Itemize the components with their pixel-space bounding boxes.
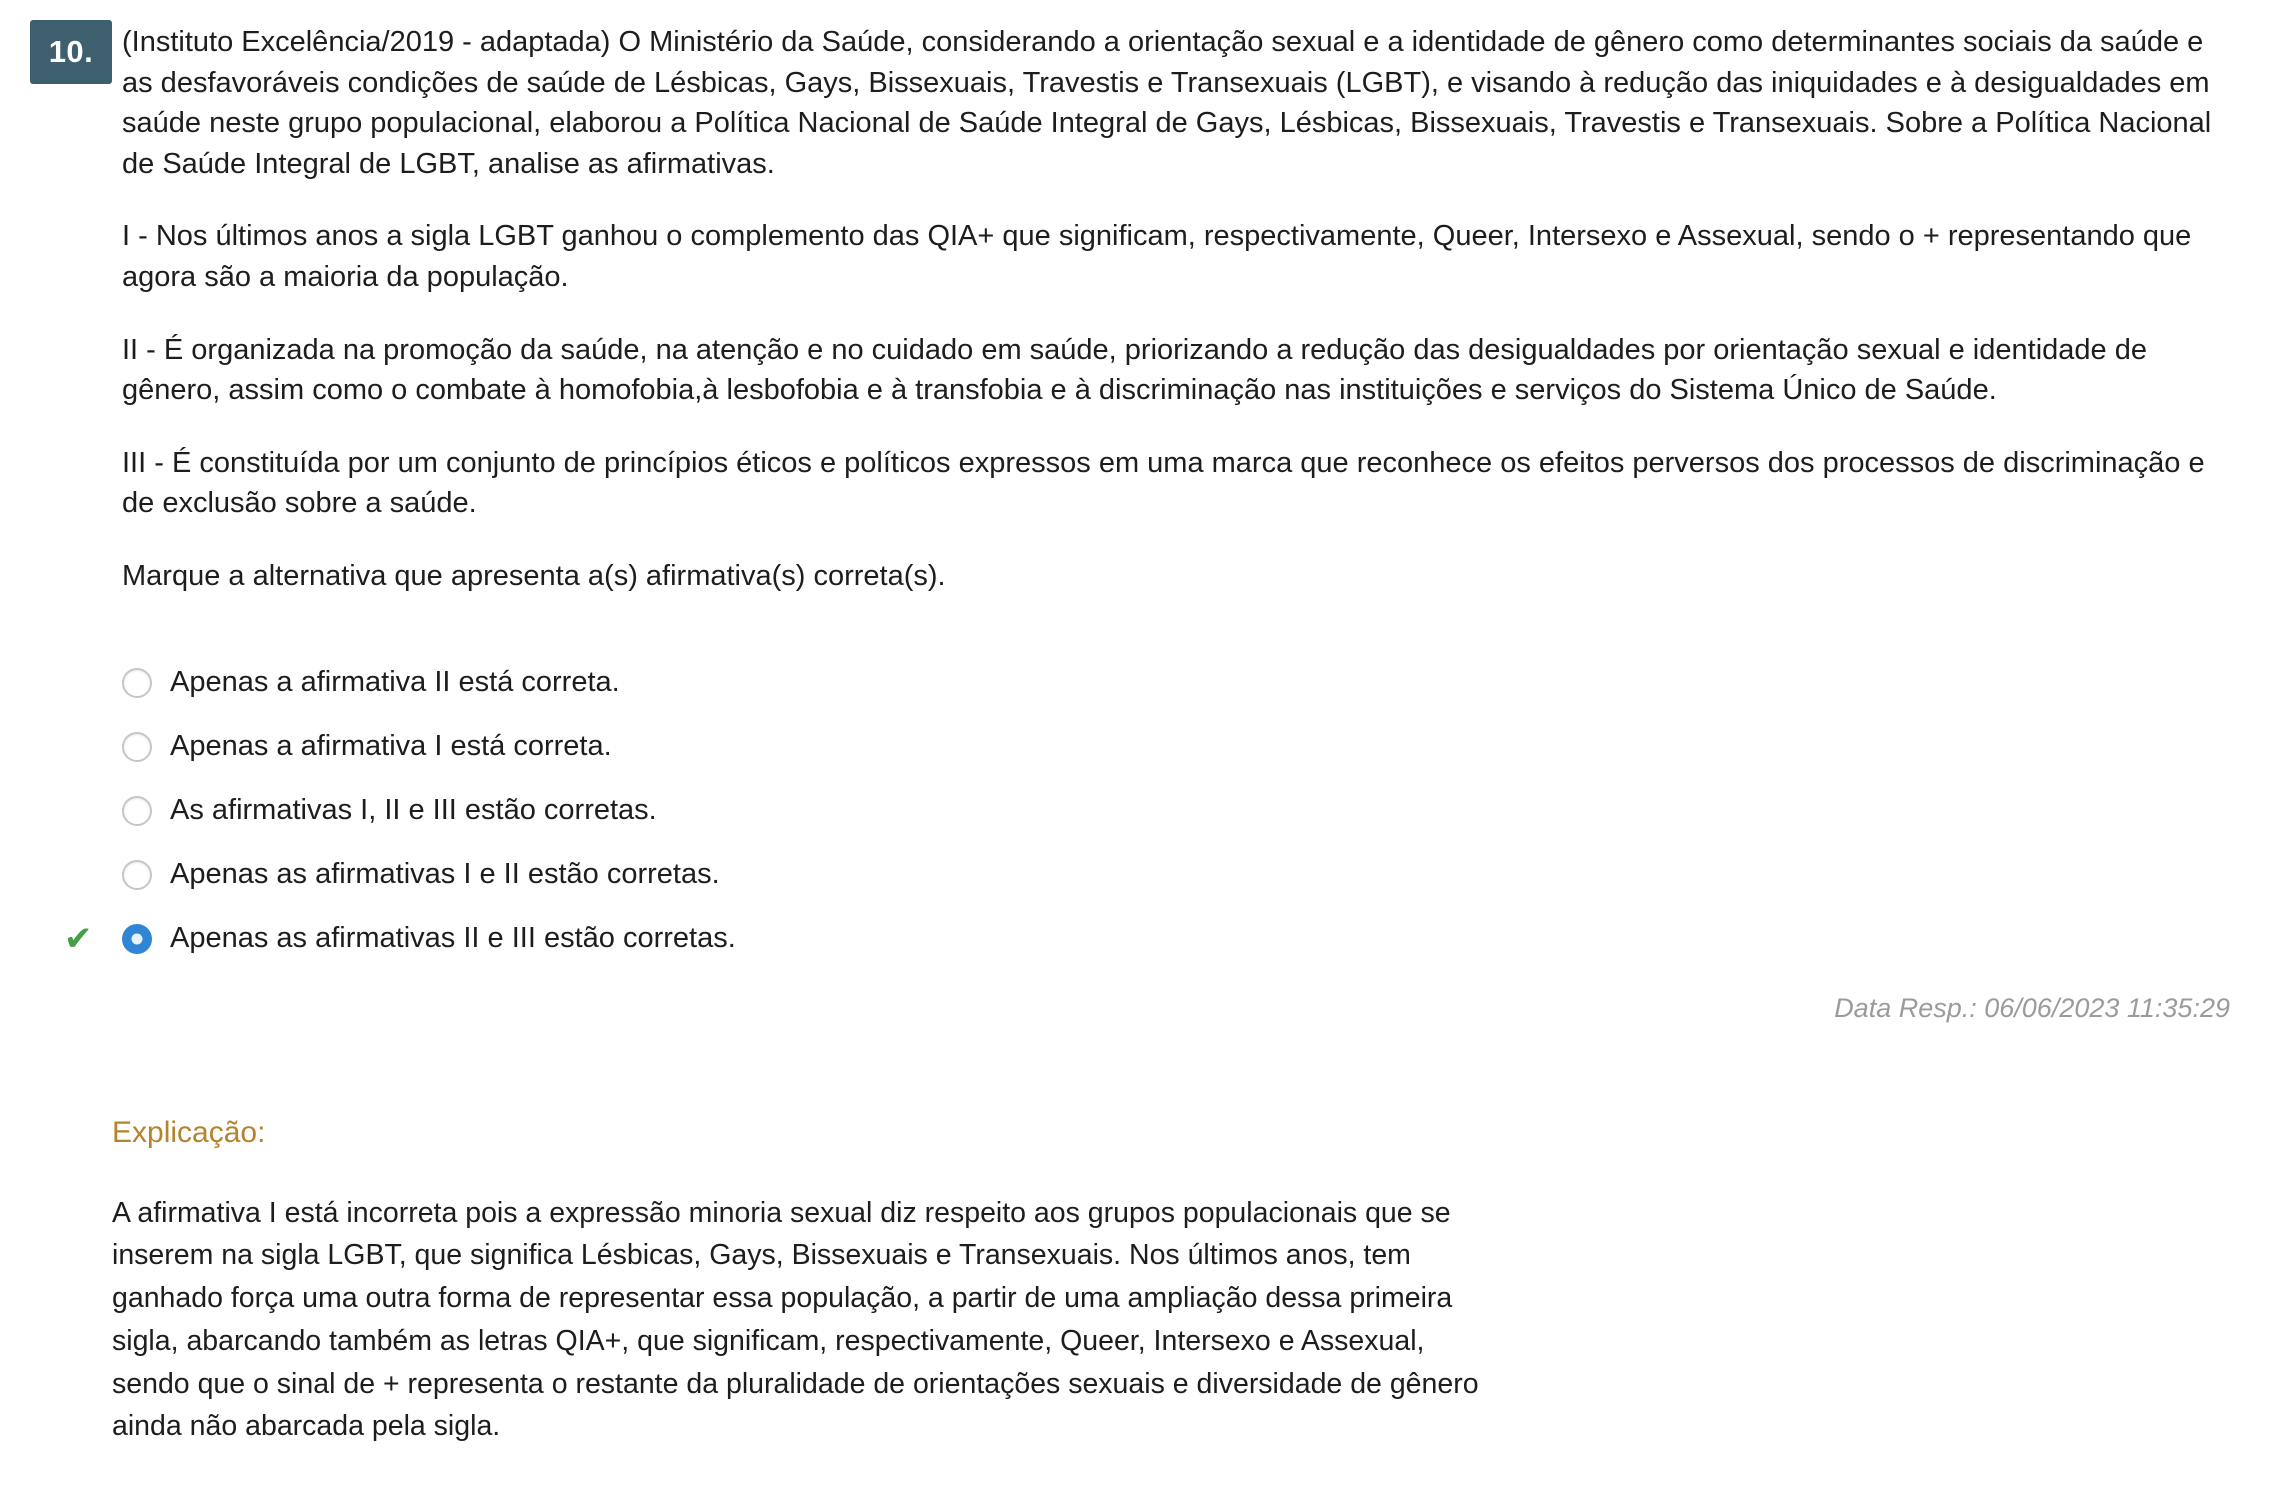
- answer-option-label: Apenas as afirmativas II e III estão corretas.: [170, 921, 736, 954]
- explanation-body: A afirmativa I está incorreta pois a expressão minoria sexual diz respeito aos grupos populacionais que se inserem na sigla LGBT, que significa Lésbicas, Gays, Bissexuais e Transexuais. Nos últimos anos, tem ganhado força uma outra forma de representar essa população, a partir de uma ampliação dessa primeira sigla, abarcando também as letras QIA+, que significam, respectivamente, Queer, Intersexo e Assexual, sendo que o sinal de + representa o restante da pluralidade de orientações sexuais e diversidade de gênero ainda não abarcada pela sigla.: [112, 1196, 1479, 1443]
- answer-option[interactable]: [122, 651, 2230, 715]
- answer-option[interactable]: [122, 779, 2230, 843]
- question-intro: (Instituto Excelência/2019 - adaptada) O Ministério da Saúde, considerando a orientação sexual e a identidade de gênero como determinantes sociais da saúde e as desfavoráveis condições de saúde de Lésbicas, Gays, Bissexuais, Travestis e Transexuais (LGBT), e visando à redução das iniquidades e à desigualdades em saúde neste grupo populacional, elaborou a Política Nacional de Saúde Integral de Gays, Lésbicas, Bissexuais, Travestis e Transexuais. Sobre a Política Nacional de Saúde Integral de LGBT, analise as afirmativas.: [122, 26, 2212, 180]
- answer-option-label: Apenas as afirmativas I e II estão corretas.: [170, 857, 720, 890]
- radio-button[interactable]: [122, 860, 152, 890]
- radio-button[interactable]: [122, 924, 152, 954]
- statement-i: I - Nos últimos anos a sigla LGBT ganhou o complemento das QIA+ que significam, respectivamente, Queer, Intersexo e Assexual, sendo o + representando que agora são a maioria da população.: [122, 220, 2192, 293]
- radio-button[interactable]: [122, 796, 152, 826]
- explanation-heading: Explicação:: [112, 1115, 266, 1149]
- answer-option-label: Apenas a afirmativa I está correta.: [170, 729, 612, 762]
- statement-iii: III - É constituída por um conjunto de princípios éticos e políticos expressos em uma marca que reconhece os efeitos perversos dos processos de discriminação e de exclusão sobre a saúde.: [122, 446, 2205, 520]
- answer-option-label: Apenas a afirmativa II está correta.: [170, 665, 620, 698]
- radio-button[interactable]: [122, 668, 152, 698]
- correct-check-icon: ✔: [64, 919, 93, 958]
- question-prompt: Marque a alternativa que apresenta a(s) afirmativa(s) correta(s).: [122, 559, 946, 592]
- statement-ii: II - É organizada na promoção da saúde, na atenção e no cuidado em saúde, priorizando a redução das desigualdades por orientação sexual e identidade de gênero, assim como o combate à homofobia,à lesbofobia e à transfobia e à discriminação nas instituições e serviços do Sistema Único de Saúde.: [122, 333, 2147, 407]
- answer-option[interactable]: [122, 843, 2230, 907]
- answer-option[interactable]: [64, 907, 2230, 971]
- question-number-badge: 10.: [30, 20, 112, 84]
- answer-option-label: As afirmativas I, II e III estão corretas.: [170, 793, 657, 826]
- answer-timestamp: Data Resp.: 06/06/2023 11:35:29: [1834, 992, 2230, 1023]
- options-list: [64, 651, 2230, 971]
- answer-option[interactable]: [122, 715, 2230, 779]
- radio-button[interactable]: [122, 732, 152, 762]
- explanation-section: [112, 1116, 2230, 1449]
